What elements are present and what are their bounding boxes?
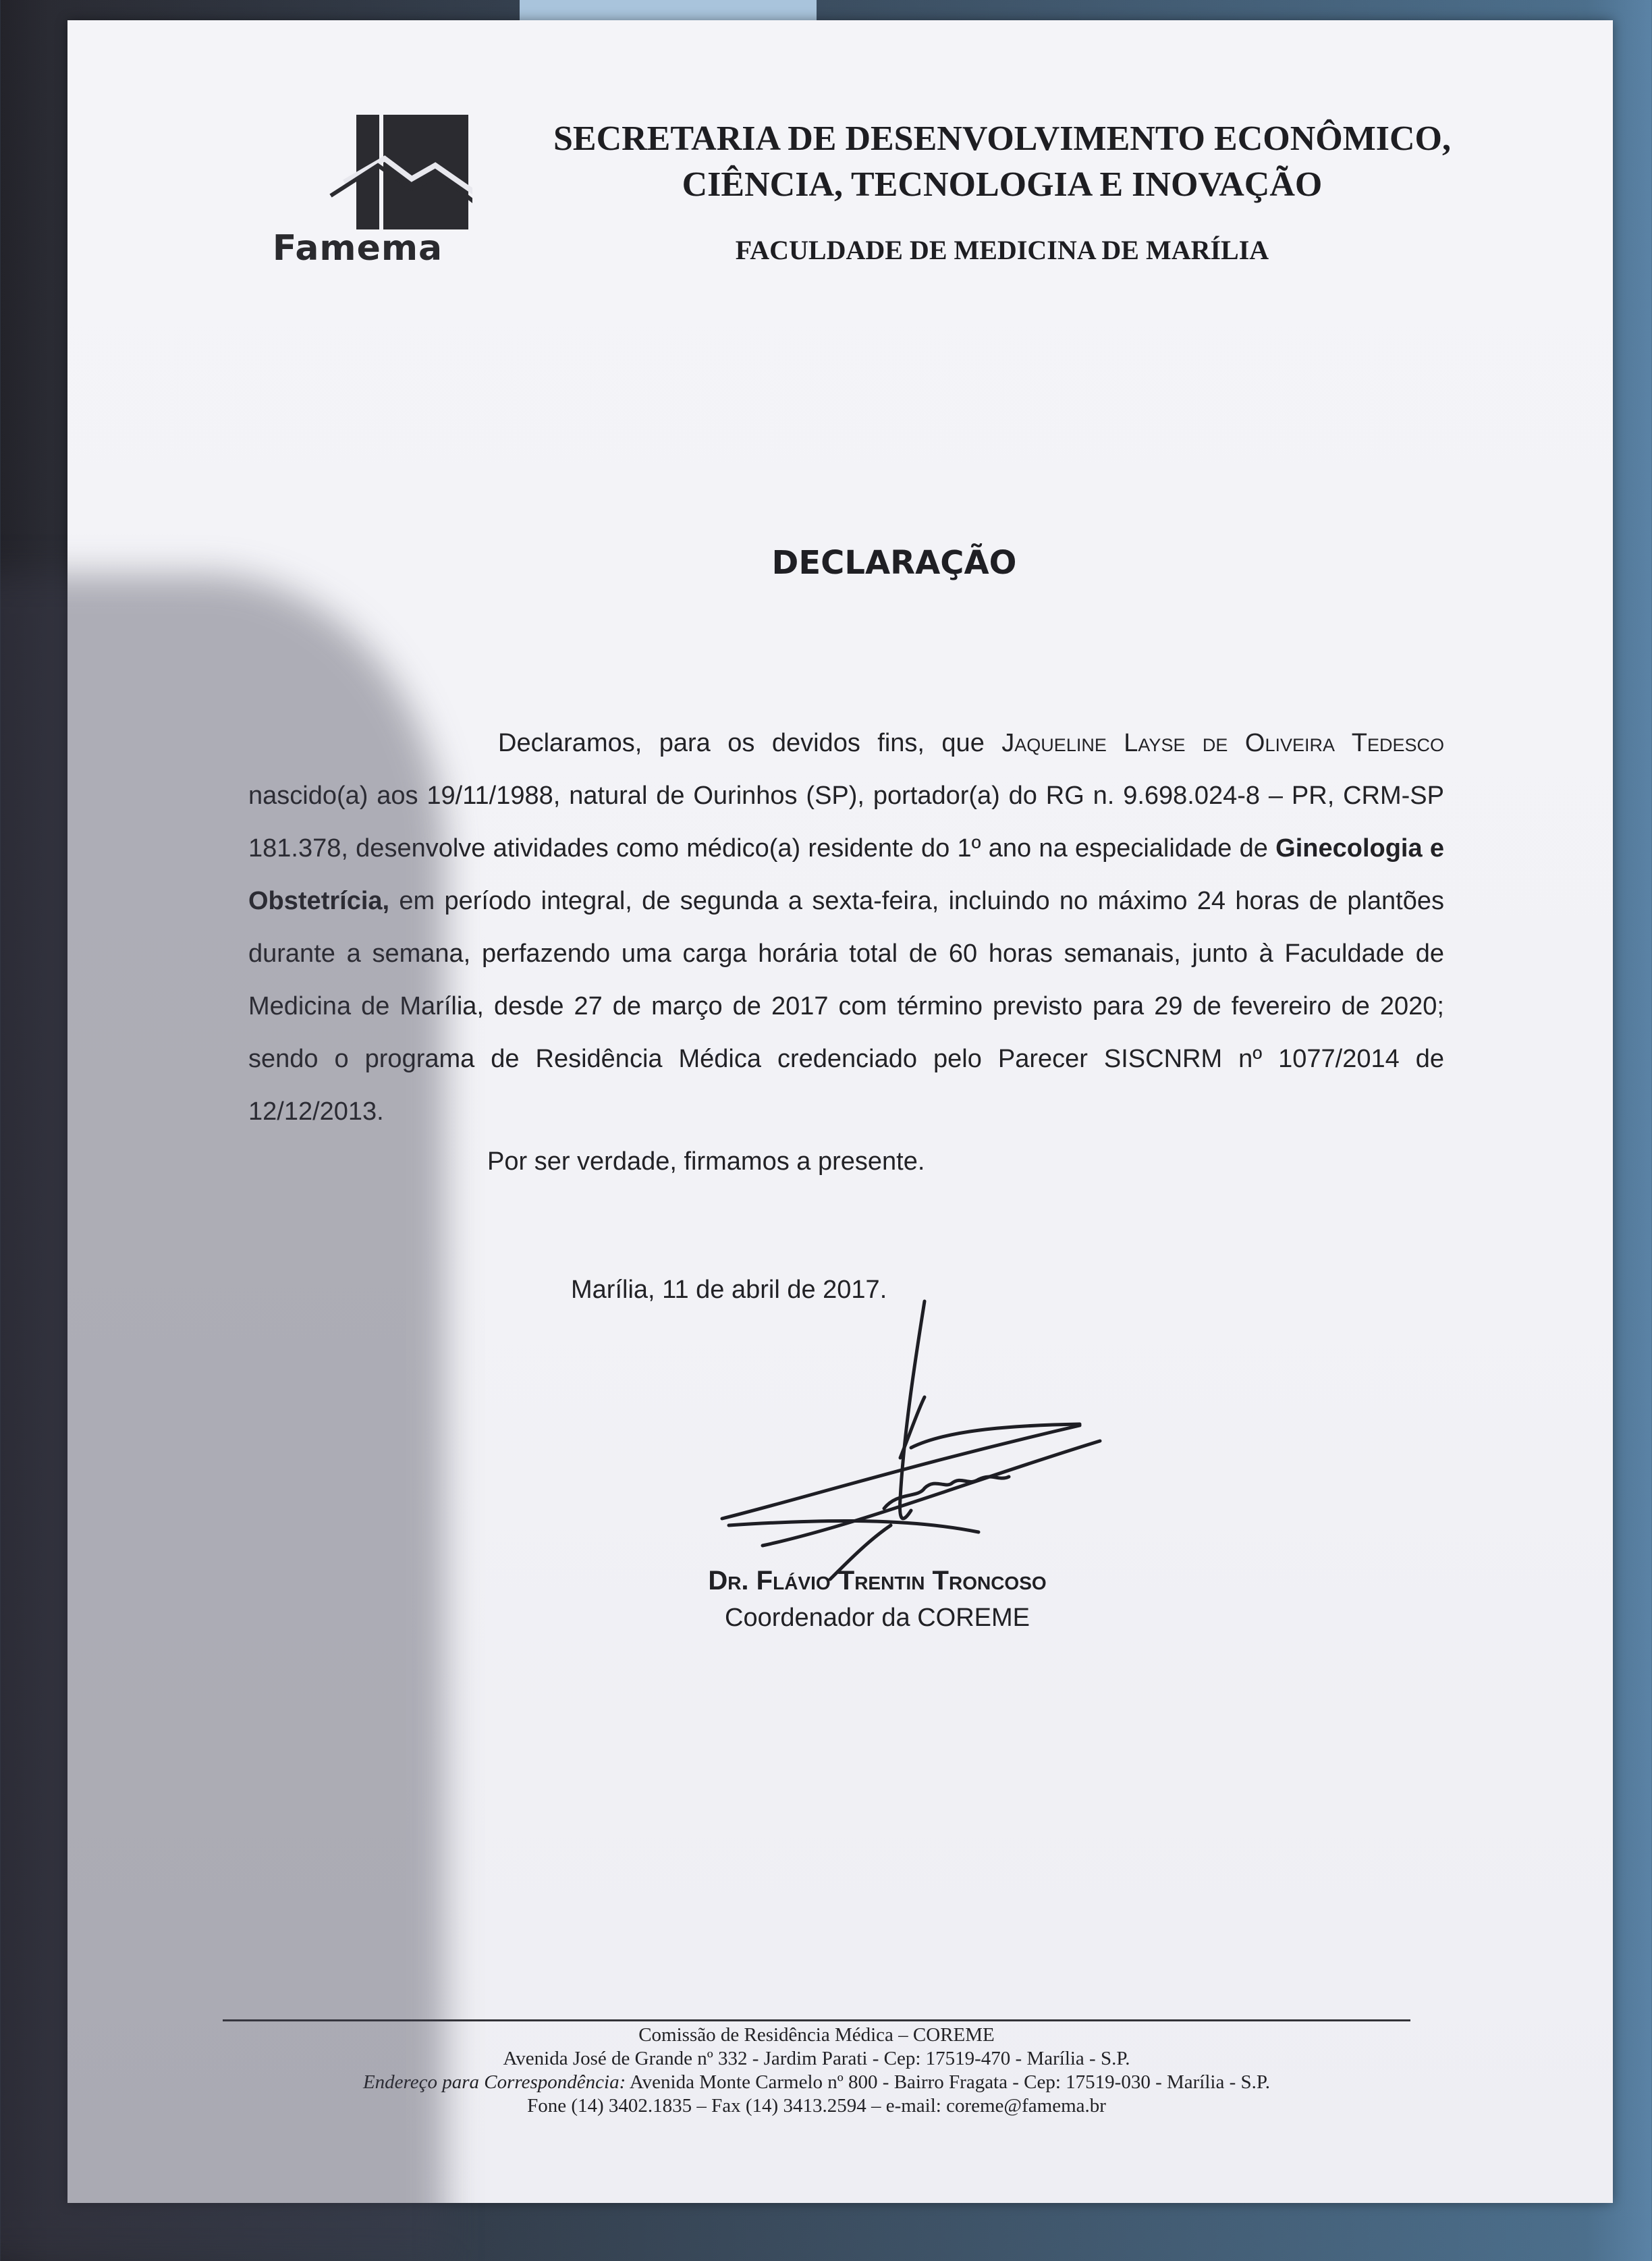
declaration-paragraph: [248, 717, 1444, 1138]
logo-wordmark: Famema: [272, 228, 443, 269]
paragraph-text-c: em período integral, de segunda a sexta-feira, incluindo no máximo 24 horas de plantões durante a semana, perfazendo uma carga horária total de 60 horas semanais, junto à Faculdade de Medicina de Marília, desde 27 de março de 2017 com término previsto para 29 de fevereiro de 2020; sendo o programa de Residência Médica credenciado pelo Parecer SISCNRM nº 1077/2014 de 12/12/2013.: [248, 887, 1444, 1126]
footer-correspondence-address: Avenida Monte Carmelo nº 800 - Bairro Fragata - Cep: 17519-030 - Marília - S.P.: [626, 2071, 1271, 2093]
footer: [223, 2023, 1410, 2118]
footer-line-2: Avenida José de Grande nº 332 - Jardim Parati - Cep: 17519-470 - Marília - S.P.: [503, 2048, 1130, 2069]
paragraph-text-b: nascido(a) aos 19/11/1988, natural de Ourinhos (SP), portador(a) do RG n. 9.698.024-8 – PR, CRM-SP 181.378, desenvolve atividades como médico(a) residente do 1º ano na especialidade de: [248, 782, 1444, 863]
header-line-3: FACULDADE DE MEDICINA DE MARÍLIA: [735, 235, 1269, 265]
footer-divider: [223, 2019, 1410, 2021]
signer-name: Dr. Flávio Trentin Troncoso: [708, 1566, 1047, 1596]
specialty-name: Ginecologia e Obstetrícia,: [248, 834, 1445, 915]
footer-correspondence-label: Endereço para Correspondência:: [362, 2071, 626, 2093]
footer-line-1: Comissão de Residência Médica – COREME: [638, 2024, 995, 2046]
paragraph-text-a: Declaramos, para os devidos fins, que: [498, 729, 1002, 757]
document-title: DECLARAÇÃO: [771, 544, 1017, 582]
resident-name: Jaqueline Layse de Oliveira Tedesco: [1001, 729, 1444, 757]
declaration-body: [248, 717, 1444, 1138]
footer-line-3: [223, 2071, 1410, 2094]
footer-line-4: Fone (14) 3402.1835 – Fax (14) 3413.2594 – e-mail: coreme@famema.br: [527, 2095, 1106, 2117]
header-line-2: CIÊNCIA, TECNOLOGIA E INOVAÇÃO: [682, 165, 1323, 204]
signer-role: Coordenador da COREME: [725, 1604, 1030, 1632]
letterhead: [439, 116, 1566, 267]
dateline: Marília, 11 de abril de 2017.: [571, 1276, 887, 1304]
header-line-1: SECRETARIA DE DESENVOLVIMENTO ECONÔMICO,: [553, 119, 1452, 158]
handwritten-signature-icon: [628, 1296, 1140, 1606]
closing-statement: Por ser verdade, firmamos a presente.: [487, 1147, 925, 1176]
